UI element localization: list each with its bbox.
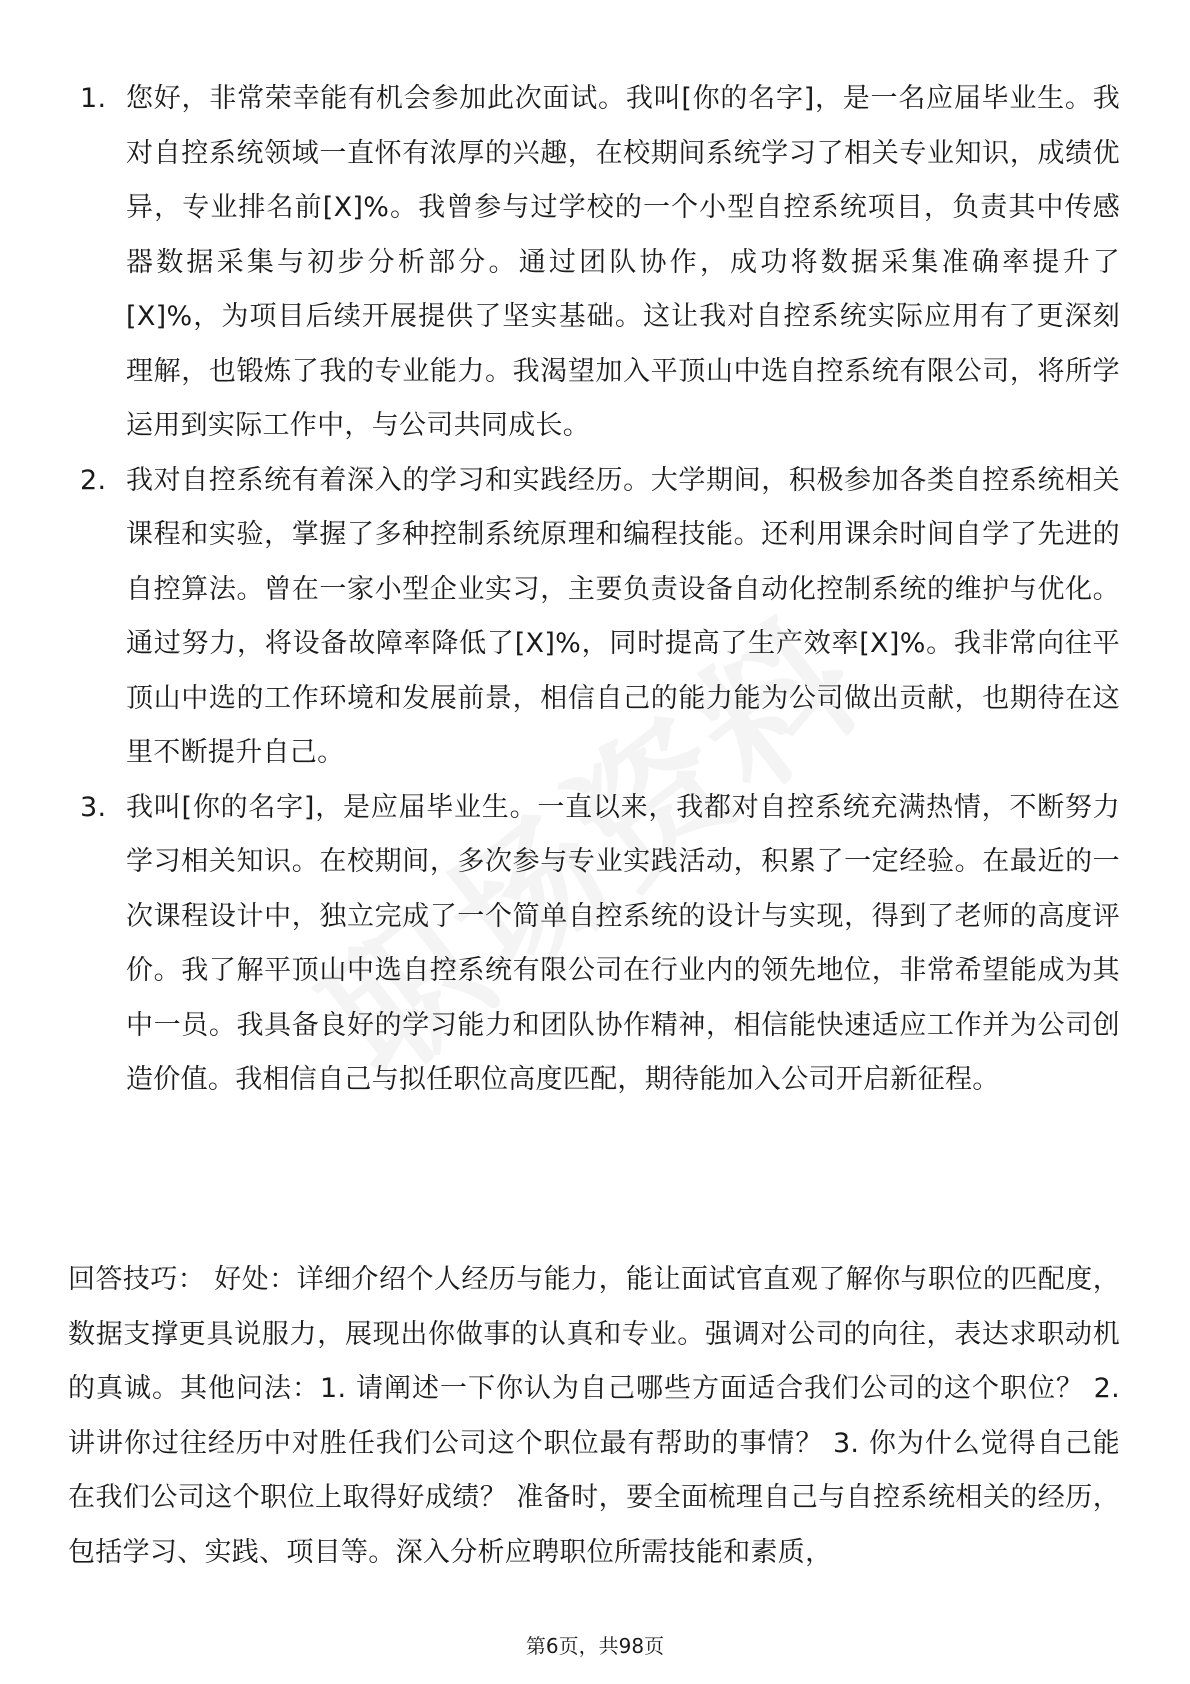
- answer-text: 您好，非常荣幸能有机会参加此次面试。我叫[你的名字]，是一名应届毕业生。我对自控系统领域一直怀有浓厚的兴趣，在校期间系统学习了相关专业知识，成绩优异，专业排名前[X]%。我曾参与过学校的一个小型自控系统项目，负责其中传感器数据采集与初步分析部分。通过团队协作，成功将数据采集准确率提升了[X]%，为项目后续开展提供了坚实基础。这让我对自控系统实际应用有了更深刻理解，也锻炼了我的专业能力。我渴望加入平顶山中选自控系统有限公司，将所学运用到实际工作中，与公司共同成长。: [126, 83, 1120, 441]
- page-number-footer: 第6页，共98页: [525, 1634, 665, 1658]
- answer-item-1: [80, 72, 1120, 454]
- answer-number: 2.: [80, 464, 107, 496]
- answer-item-3: [80, 781, 1120, 1108]
- answer-text: 我对自控系统有着深入的学习和实践经历。大学期间，积极参加各类自控系统相关课程和实验，掌握了多种控制系统原理和编程技能。还利用课余时间自学了先进的自控算法。曾在一家小型企业实习，主要负责设备自动化控制系统的维护与优化。通过努力，将设备故障率降低了[X]%，同时提高了生产效率[X]%。我非常向往平顶山中选的工作环境和发展前景，相信自己的能力能为公司做出贡献，也期待在这里不断提升自己。: [126, 464, 1120, 768]
- answer-text: 我叫[你的名字]，是应届毕业生。一直以来，我都对自控系统充满热情，不断努力学习相关知识。在校期间，多次参与专业实践活动，积累了一定经验。在最近的一次课程设计中，独立完成了一个简单自控系统的设计与实现，得到了老师的高度评价。我了解平顶山中选自控系统有限公司在行业内的领先地位，非常希望能成为其中一员。我具备良好的学习能力和团队协作精神，相信能快速适应工作并为公司创造价值。我相信自己与拟任职位高度匹配，期待能加入公司开启新征程。: [126, 791, 1120, 1095]
- answer-number: 3.: [80, 791, 107, 823]
- answer-tips-paragraph: 回答技巧： 好处：详细介绍个人经历与能力，能让面试官直观了解你与职位的匹配度，数据支撑更具说服力，展现出你做事的认真和专业。强调对公司的向往，表达求职动机的真诚。其他问法：1. 请阐述一下你认为自己哪些方面适合我们公司的这个职位？ 2. 讲讲你过往经历中对胜任我们公司这个职位最有帮助的事情？ 3. 你为什么觉得自己能在我们公司这个职位上取得好成绩？ 准备时，要全面梳理自己与自控系统相关的经历，包括学习、实践、项目等。深入分析应聘职位所需技能和素质，: [68, 1264, 1120, 1568]
- answer-number: 1.: [80, 83, 107, 114]
- answer-item-2: [80, 454, 1120, 781]
- sample-answers-list: [80, 72, 1120, 1108]
